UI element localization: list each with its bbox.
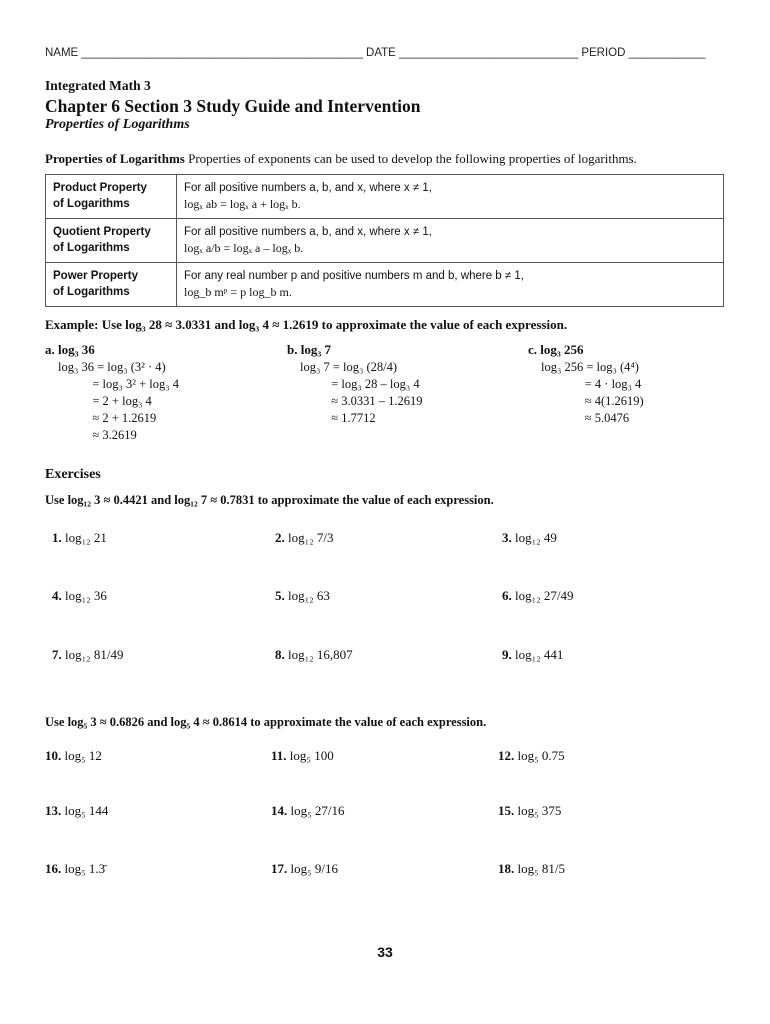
exercise-instruction: Use log₅ 3 ≈ 0.6826 and log₅ 4 ≈ 0.8614 to approximate the value of each expression. bbox=[45, 715, 487, 729]
exercise-expression: log₁₂ 81/49 bbox=[65, 647, 124, 662]
exercise-number: 8. bbox=[275, 647, 285, 662]
property-name-cell bbox=[46, 175, 177, 219]
page-subtitle: Properties of Logarithms bbox=[45, 117, 190, 132]
example-label: c. log₃ 256 bbox=[528, 342, 584, 357]
property-formula: logₓ ab = logₓ a + logₓ b. bbox=[184, 197, 301, 211]
exercise-item bbox=[502, 530, 557, 546]
property-description-cell bbox=[177, 219, 724, 263]
example-part-b bbox=[287, 341, 423, 427]
page-title: Chapter 6 Section 3 Study Guide and Intervention bbox=[45, 96, 421, 116]
property-description: For all positive numbers a, b, and x, where x ≠ 1, bbox=[184, 226, 432, 238]
exercise-item bbox=[498, 748, 565, 764]
exercise-expression: log₅ 9/16 bbox=[290, 861, 339, 876]
exercise-expression: log₁₂ 36 bbox=[65, 588, 107, 603]
exercise-number: 11. bbox=[271, 748, 287, 763]
exercise-item bbox=[45, 803, 108, 819]
exercise-number: 7. bbox=[52, 647, 62, 662]
exercise-number: 4. bbox=[52, 588, 62, 603]
exercise-item bbox=[502, 588, 574, 604]
property-name-cell bbox=[46, 219, 177, 263]
intro-heading: Properties of Logarithms bbox=[45, 151, 185, 166]
page-number: 33 bbox=[377, 944, 393, 960]
properties-table bbox=[45, 174, 724, 307]
exercises-heading: Exercises bbox=[45, 467, 101, 482]
exercise-item bbox=[498, 861, 565, 877]
exercise-number: 10. bbox=[45, 748, 62, 763]
table-row bbox=[46, 219, 724, 263]
exercise-number: 18. bbox=[498, 861, 515, 876]
exercise-number: 3. bbox=[502, 530, 512, 545]
exercise-expression: log₅ 27/16 bbox=[290, 803, 345, 818]
name-date-period-line: NAME ____________________________________________ DATE ____________________________ PERIOD ____________ bbox=[45, 47, 706, 59]
exercise-expression: log₅ 0.75 bbox=[517, 748, 565, 763]
example-heading: Example: Use log₃ 28 ≈ 3.0331 and log₃ 4 ≈ 1.2619 to approximate the value of each expression. bbox=[45, 317, 568, 332]
exercise-number: 12. bbox=[498, 748, 515, 763]
property-name: of Logarithms bbox=[53, 286, 130, 298]
exercise-number: 1. bbox=[52, 530, 62, 545]
property-description: For all positive numbers a, b, and x, where x ≠ 1, bbox=[184, 182, 432, 194]
property-formula: logₓ a/b = logₓ a – logₓ b. bbox=[184, 241, 304, 255]
example-steps: log₃ 36 = log₃ (3² · 4) = log₃ 3² + log₃ 4 = 2 + log₃ 4 ≈ 2 + 1.2619 ≈ 3.2619 bbox=[58, 360, 180, 442]
property-description-cell bbox=[177, 175, 724, 219]
exercise-item bbox=[45, 861, 105, 877]
exercise-number: 13. bbox=[45, 803, 62, 818]
property-name: Power Property bbox=[53, 270, 138, 282]
exercise-item bbox=[52, 588, 107, 604]
exercise-number: 6. bbox=[502, 588, 512, 603]
property-description: For any real number p and positive numbers m and b, where b ≠ 1, bbox=[184, 270, 524, 282]
exercise-expression: log₁₂ 7/3 bbox=[288, 530, 334, 545]
example-label: a. log₃ 36 bbox=[45, 342, 95, 357]
exercise-item bbox=[275, 588, 330, 604]
exercise-item bbox=[52, 647, 124, 663]
exercise-expression: log₅ 375 bbox=[517, 803, 562, 818]
exercise-item bbox=[52, 530, 107, 546]
exercise-expression: log₅ 12 bbox=[64, 748, 102, 763]
exercise-instruction: Use log₁₂ 3 ≈ 0.4421 and log₁₂ 7 ≈ 0.7831 to approximate the value of each expression. bbox=[45, 493, 494, 507]
exercise-expression: log₁₂ 63 bbox=[288, 588, 330, 603]
property-name: of Logarithms bbox=[53, 198, 130, 210]
exercise-number: 15. bbox=[498, 803, 515, 818]
table-row bbox=[46, 175, 724, 219]
example-part-c bbox=[528, 341, 644, 427]
exercise-number: 9. bbox=[502, 647, 512, 662]
exercise-item bbox=[502, 647, 563, 663]
exercise-expression: log₅ 1.3̄ bbox=[64, 861, 106, 876]
exercise-number: 14. bbox=[271, 803, 288, 818]
example-label: b. log₃ 7 bbox=[287, 342, 331, 357]
property-name-cell bbox=[46, 263, 177, 307]
example-steps: log₃ 7 = log₃ (28/4) = log₃ 28 – log₃ 4 ≈ 3.0331 – 1.2619 ≈ 1.7712 bbox=[300, 360, 423, 425]
intro-text: Properties of exponents can be used to develop the following properties of logarithms. bbox=[184, 151, 637, 166]
exercise-expression: log₅ 100 bbox=[289, 748, 334, 763]
exercise-item bbox=[45, 748, 102, 764]
example-part-a bbox=[45, 341, 179, 444]
exercise-expression: log₁₂ 21 bbox=[65, 530, 107, 545]
exercise-item bbox=[498, 803, 561, 819]
property-name: Product Property bbox=[53, 182, 147, 194]
exercise-expression: log₅ 81/5 bbox=[517, 861, 566, 876]
exercise-expression: log₅ 144 bbox=[64, 803, 109, 818]
property-name: of Logarithms bbox=[53, 242, 130, 254]
exercise-number: 17. bbox=[271, 861, 288, 876]
exercise-number: 16. bbox=[45, 861, 62, 876]
course-name: Integrated Math 3 bbox=[45, 78, 151, 93]
exercise-item bbox=[271, 803, 345, 819]
exercise-number: 5. bbox=[275, 588, 285, 603]
intro-paragraph bbox=[45, 151, 637, 167]
exercise-item bbox=[275, 647, 353, 663]
property-formula: log_b mᵖ = p log_b m. bbox=[184, 285, 292, 299]
exercise-expression: log₁₂ 27/49 bbox=[515, 588, 574, 603]
exercise-item bbox=[271, 748, 334, 764]
exercise-number: 2. bbox=[275, 530, 285, 545]
table-row bbox=[46, 263, 724, 307]
property-description-cell bbox=[177, 263, 724, 307]
example-steps: log₃ 256 = log₃ (4⁴) = 4 · log₃ 4 ≈ 4(1.2619) ≈ 5.0476 bbox=[541, 360, 644, 425]
exercise-expression: log₁₂ 16,807 bbox=[288, 647, 353, 662]
exercise-expression: log₁₂ 441 bbox=[515, 647, 564, 662]
exercise-item bbox=[275, 530, 334, 546]
exercise-expression: log₁₂ 49 bbox=[515, 530, 557, 545]
property-name: Quotient Property bbox=[53, 226, 151, 238]
exercise-item bbox=[271, 861, 338, 877]
